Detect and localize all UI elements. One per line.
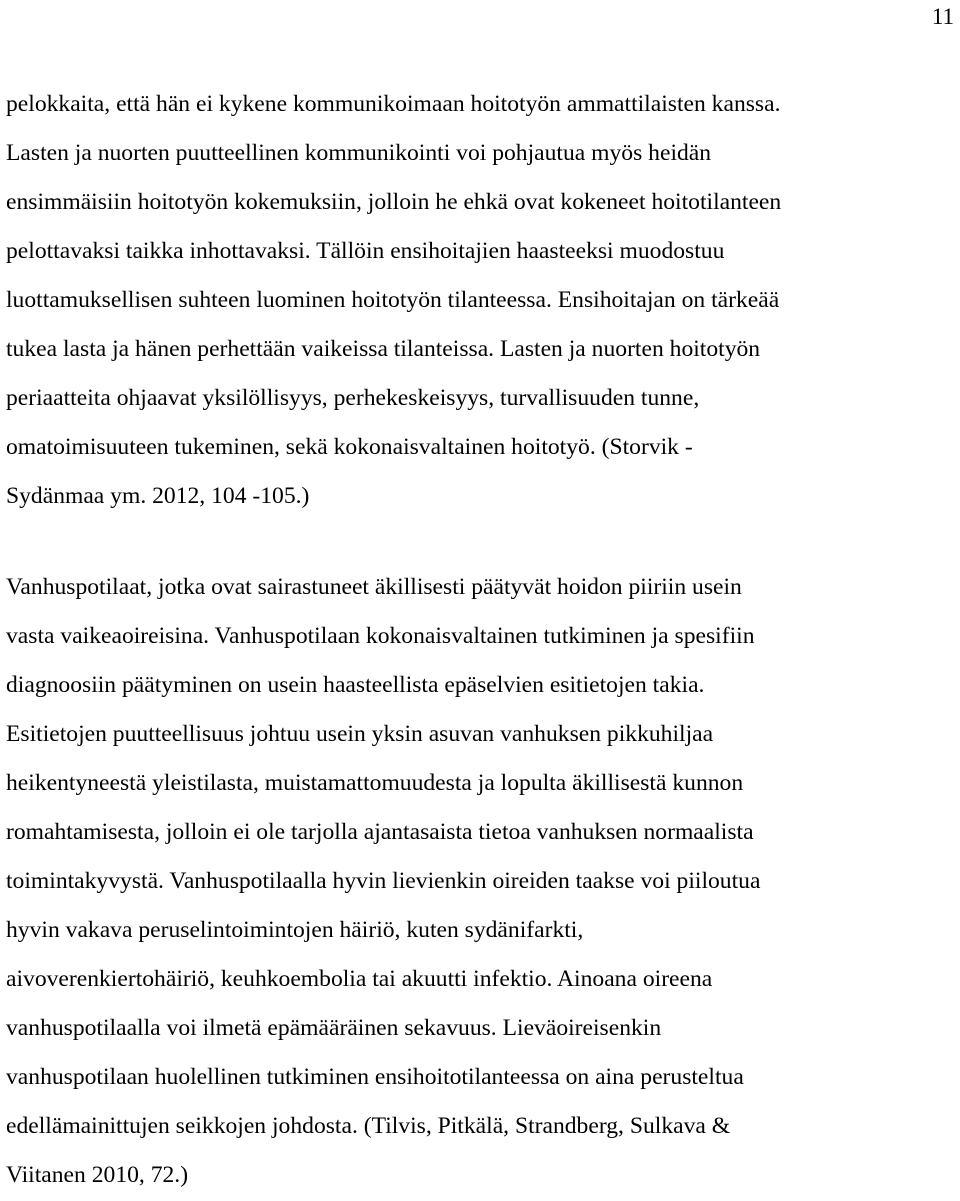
paragraph-line: hyvin vakava peruselintoimintojen häiriö, kuten sydänifarkti, <box>6 917 584 943</box>
paragraph-line: tukea lasta ja hänen perhettään vaikeissa tilanteissa. Lasten ja nuorten hoitotyön <box>6 336 761 362</box>
paragraph-line: luottamuksellisen suhteen luominen hoitotyön tilanteessa. Ensihoitajan on tärkeää <box>6 287 780 313</box>
paragraph-line: pelottavaksi taikka inhottavaksi. Tällöin ensihoitajien haasteeksi muodostuu <box>6 238 725 264</box>
paragraph-line: aivoverenkiertohäiriö, keuhkoembolia tai akuutti infektio. Ainoana oireena <box>6 966 713 992</box>
paragraph-line: diagnoosiin päätyminen on usein haasteellista epäselvien esitietojen takia. <box>6 672 705 698</box>
paragraph-line: Lasten ja nuorten puutteellinen kommunikointi voi pohjautua myös heidän <box>6 140 712 166</box>
paragraph-line: Esitietojen puutteellisuus johtuu usein yksin asuvan vanhuksen pikkuhiljaa <box>6 721 714 747</box>
paragraph-children-communication <box>6 80 956 521</box>
paragraph-line: pelokkaita, että hän ei kykene kommunikoimaan hoitotyön ammattilaisten kanssa. <box>6 91 781 117</box>
paragraph-line: vanhuspotilaalla voi ilmetä epämääräinen sekavuus. Lieväoireisenkin <box>6 1015 662 1041</box>
paragraph-line: Sydänmaa ym. 2012, 104 -105.) <box>6 483 310 509</box>
paragraph-line: omatoimisuuteen tukeminen, sekä kokonaisvaltainen hoitotyö. (Storvik - <box>6 434 693 460</box>
paragraph-line: edellämainittujen seikkojen johdosta. (Tilvis, Pitkälä, Strandberg, Sulkava & <box>6 1113 731 1139</box>
paragraph-line: vasta vaikeaoireisina. Vanhuspotilaan kokonaisvaltainen tutkiminen ja spesifiin <box>6 623 755 649</box>
paragraph-line: vanhuspotilaan huolellinen tutkiminen ensihoitotilanteessa on aina perusteltua <box>6 1064 744 1090</box>
paragraph-line: romahtamisesta, jolloin ei ole tarjolla ajantasaista tietoa vanhuksen normaalista <box>6 819 754 845</box>
page-number: 11 <box>931 4 954 29</box>
paragraph-line: Vanhuspotilaat, jotka ovat sairastuneet äkillisesti päätyvät hoidon piiriin usein <box>6 574 742 600</box>
paragraph-line: periaatteita ohjaavat yksilöllisyys, perhekeskeisyys, turvallisuuden tunne, <box>6 385 700 411</box>
paragraph-elderly-patients <box>6 563 956 1200</box>
paragraph-line: ensimmäisiin hoitotyön kokemuksiin, jolloin he ehkä ovat kokeneet hoitotilanteen <box>6 189 782 215</box>
paragraph-line: toimintakyvystä. Vanhuspotilaalla hyvin lievienkin oireiden taakse voi piiloutua <box>6 868 761 894</box>
paragraph-line: heikentyneestä yleistilasta, muistamattomuudesta ja lopulta äkillisestä kunnon <box>6 770 744 796</box>
paragraph-line: Viitanen 2010, 72.) <box>6 1162 189 1188</box>
